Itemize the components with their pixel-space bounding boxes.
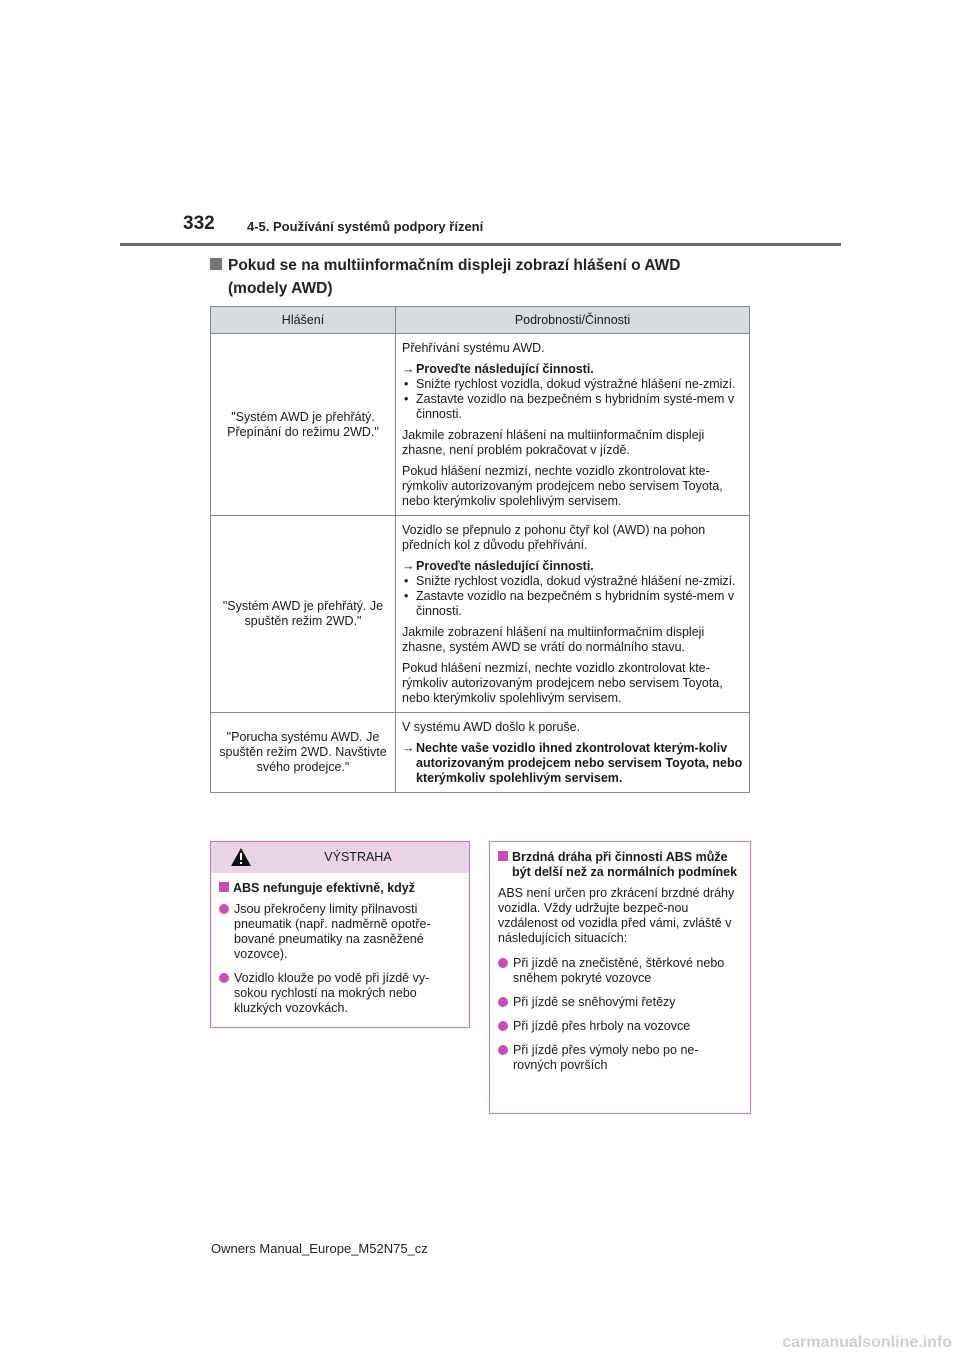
column-header-message: Hlášení <box>211 307 396 334</box>
detail-intro: Vozidlo se přepnulo z pohonu čtyř kol (AWD) na pohon předních kol z důvodu přehřívání. <box>402 523 706 552</box>
list-item: Při jízdě přes výmoly nebo po ne-rovných površích <box>498 1043 742 1073</box>
detail-action: → Nechte vaše vozidlo ihned zkontrolovat kterým-koliv autorizovaným prodejcem nebo servisem Toyota, nebo kterýmkoliv spolehlivým servisem. <box>402 741 743 785</box>
dot-bullet-icon <box>498 958 508 968</box>
details-cell <box>396 334 750 516</box>
list-item: Vozidlo klouže po vodě při jízdě vy-sokou rychlostí na mokrých nebo kluzkých vozovkách. <box>219 971 461 1016</box>
detail-intro: V systému AWD došlo k poruše. <box>402 720 581 734</box>
list-item: Při jízdě se sněhovými řetězy <box>498 995 742 1010</box>
table-row <box>211 334 750 516</box>
message-cell: "Systém AWD je přehřátý. Přepínání do režimu 2WD." <box>211 334 396 516</box>
detail-list <box>402 574 746 619</box>
dot-bullet-icon <box>219 904 229 914</box>
page-number: 332 <box>183 213 215 234</box>
list-item: Při jízdě na znečistěné, štěrkové nebo sněhem pokryté vozovce <box>498 956 742 986</box>
footer-text: Owners Manual_Europe_M52N75_cz <box>211 1241 428 1256</box>
detail-note: Jakmile zobrazení hlášení na multiinformačním displeji zhasne, systém AWD se vrátí do normálního stavu. <box>402 625 705 654</box>
section-title: 4-5. Používání systémů podpory řízení <box>247 219 484 234</box>
square-bullet-icon <box>498 851 508 861</box>
arrow-icon: → <box>402 362 415 376</box>
table-row <box>211 516 750 713</box>
warning-triangle-icon <box>230 847 252 867</box>
dot-bullet-icon <box>498 1021 508 1031</box>
table-row <box>211 713 750 793</box>
warning-box <box>210 841 470 1028</box>
dot-bullet-icon <box>498 997 508 1007</box>
detail-action: → Proveďte následující činnosti. <box>402 362 594 376</box>
details-cell <box>396 713 750 793</box>
list-item: • Zastavte vozidlo na bezpečném s hybridním systé-mem v činnosti. <box>402 589 746 619</box>
info-text: ABS není určen pro zkrácení brzdné dráhy vozidla. Vždy udržujte bezpeč-nou vzdálenost od vozidla před vámi, zvláště v následujících situacích: <box>498 886 735 945</box>
info-box <box>489 841 751 1114</box>
detail-intro: Přehřívání systému AWD. <box>402 341 545 355</box>
list-item: • Zastavte vozidlo na bezpečném s hybridním systé-mem v činnosti. <box>402 392 746 422</box>
warning-heading: ABS nefunguje efektivně, když <box>219 881 461 896</box>
awd-message-table <box>210 306 750 793</box>
dot-bullet-icon <box>498 1045 508 1055</box>
warning-header <box>211 842 469 873</box>
list-item: • Snižte rychlost vozidla, dokud výstražné hlášení ne-zmizí. <box>402 377 746 392</box>
section-heading <box>210 254 750 300</box>
square-bullet-icon <box>219 882 229 892</box>
list-item: Při jízdě přes hrboly na vozovce <box>498 1019 742 1034</box>
column-header-details: Podrobnosti/Činnosti <box>396 307 750 334</box>
dot-bullet-icon <box>219 973 229 983</box>
watermark: carmanualsonline.info <box>782 1334 952 1351</box>
list-item: • Snižte rychlost vozidla, dokud výstražné hlášení ne-zmizí. <box>402 574 746 589</box>
detail-note: Pokud hlášení nezmizí, nechte vozidlo zkontrolovat kte-rýmkoliv autorizovaným prodejcem nebo servisem Toyota, nebo kterýmkoliv spolehlivým servisem. <box>402 464 723 508</box>
list-item: Jsou překročeny limity přilnavosti pneumatik (např. nadměrně opotře-bované pneumatiky na zasněžené vozovce). <box>219 902 461 962</box>
message-cell: "Porucha systému AWD. Je spuštěn režim 2WD. Navštivte svého prodejce." <box>211 713 396 793</box>
detail-note: Pokud hlášení nezmizí, nechte vozidlo zkontrolovat kte-rýmkoliv autorizovaným prodejcem nebo servisem Toyota, nebo kterýmkoliv spolehlivým servisem. <box>402 661 723 705</box>
detail-action: → Proveďte následující činnosti. <box>402 559 594 573</box>
warning-title: VÝSTRAHA <box>324 850 392 864</box>
details-cell <box>396 516 750 713</box>
message-cell: "Systém AWD je přehřátý. Je spuštěn režim 2WD." <box>211 516 396 713</box>
heading-line2: (modely AWD) <box>228 280 333 297</box>
warning-body <box>211 873 469 1016</box>
square-bullet-icon <box>210 258 222 270</box>
heading-line1: Pokud se na multiinformačním displeji zobrazí hlášení o AWD <box>228 257 681 274</box>
header-divider <box>120 243 841 246</box>
info-heading: Brzdná dráha při činnosti ABS může být delší než za normálních podmínek <box>498 850 742 880</box>
arrow-icon: → <box>402 559 415 573</box>
table-header-row <box>211 307 750 334</box>
detail-note: Jakmile zobrazení hlášení na multiinformačním displeji zhasne, není problém pokračovat v jízdě. <box>402 428 705 457</box>
arrow-icon: → <box>402 741 415 755</box>
detail-list <box>402 377 746 422</box>
info-body <box>490 842 750 1073</box>
